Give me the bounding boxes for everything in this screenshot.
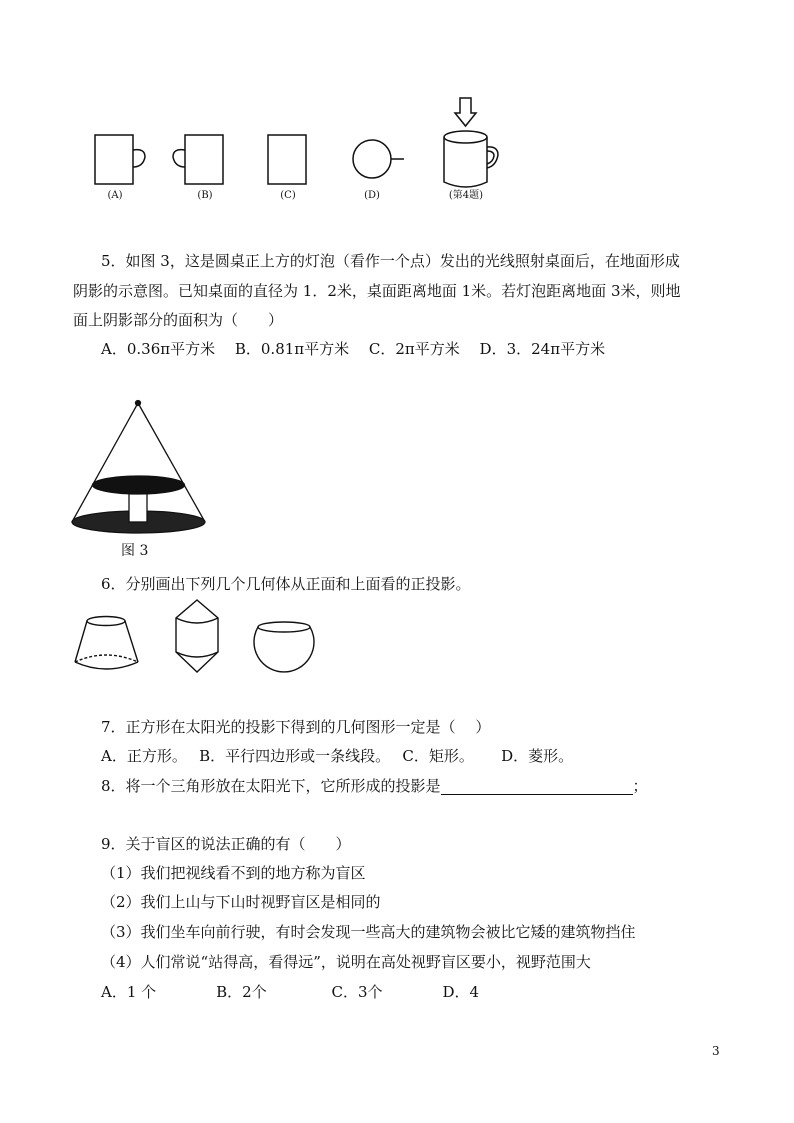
q9-item-4: （4）人们常说“站得高，看得远”，说明在高处视野盲区要小，视野范围大 — [101, 953, 591, 971]
q5-line3: 面上阴影部分的面积为（ ） — [73, 311, 284, 329]
q5-options: A．0.36π平方米 B．0.81π平方米 C．2π平方米 D．3．24π平方米 — [101, 340, 606, 358]
frustum-shape — [75, 617, 138, 670]
q8-question: 8．将一个三角形放在太阳光下，它所形成的投影是 — [101, 777, 441, 795]
q9-item-1: （1）我们把视线看不到的地方称为盲区 — [101, 864, 366, 882]
q5-line1: 5．如图 3，这是圆桌正上方的灯泡（看作一个点）发出的光线照射桌面后，在地面形成 — [101, 252, 680, 270]
figure-a — [95, 135, 145, 184]
q8-tail: ； — [632, 777, 648, 795]
figure-mug — [444, 131, 498, 187]
q8-text — [101, 777, 648, 795]
q9-item-3: （3）我们坐车向前行驶，有时会发现一些高大的建筑物会被比它矮的建筑物挡住 — [101, 923, 636, 941]
figure-3-caption: 图 3 — [121, 543, 149, 559]
page-number: 3 — [712, 1044, 720, 1058]
figure-3-lamp-table — [60, 395, 230, 545]
q7-options: A．正方形。 B．平行四边形或一条线段。 C．矩形。 D．菱形。 — [101, 747, 574, 765]
figure-b — [173, 135, 223, 184]
arrow-down-icon — [455, 98, 476, 126]
truncated-sphere-shape — [254, 622, 314, 672]
q6-text: 6．分别画出下列几个几何体从正面和上面看的正投影。 — [101, 575, 471, 593]
caption-d: (D) — [364, 190, 380, 201]
caption-b: (B) — [197, 190, 213, 201]
q5-line2: 阴影的示意图。已知桌面的直径为 1．2米，桌面距离地面 1米。若灯泡距离地面 3米，则地 — [73, 282, 681, 300]
q9-options: A．1 个 B．2个 C．3个 D．4 — [101, 983, 480, 1001]
figure-c — [268, 135, 306, 184]
q8-answer-blank[interactable] — [441, 780, 633, 795]
q7-text: 7．正方形在太阳光的投影下得到的几何图形一定是（ ） — [101, 718, 491, 736]
q9-text: 9．关于盲区的说法正确的有（ ） — [101, 835, 351, 853]
q6-solids — [60, 595, 320, 690]
caption-a: (A) — [107, 190, 123, 201]
q9-item-2: （2）我们上山与下山时视野盲区是相同的 — [101, 893, 381, 911]
caption-q4: (第4题) — [448, 190, 484, 201]
bicone-prism-shape — [176, 600, 218, 672]
caption-c: (C) — [280, 190, 296, 201]
figure-d — [353, 140, 404, 178]
